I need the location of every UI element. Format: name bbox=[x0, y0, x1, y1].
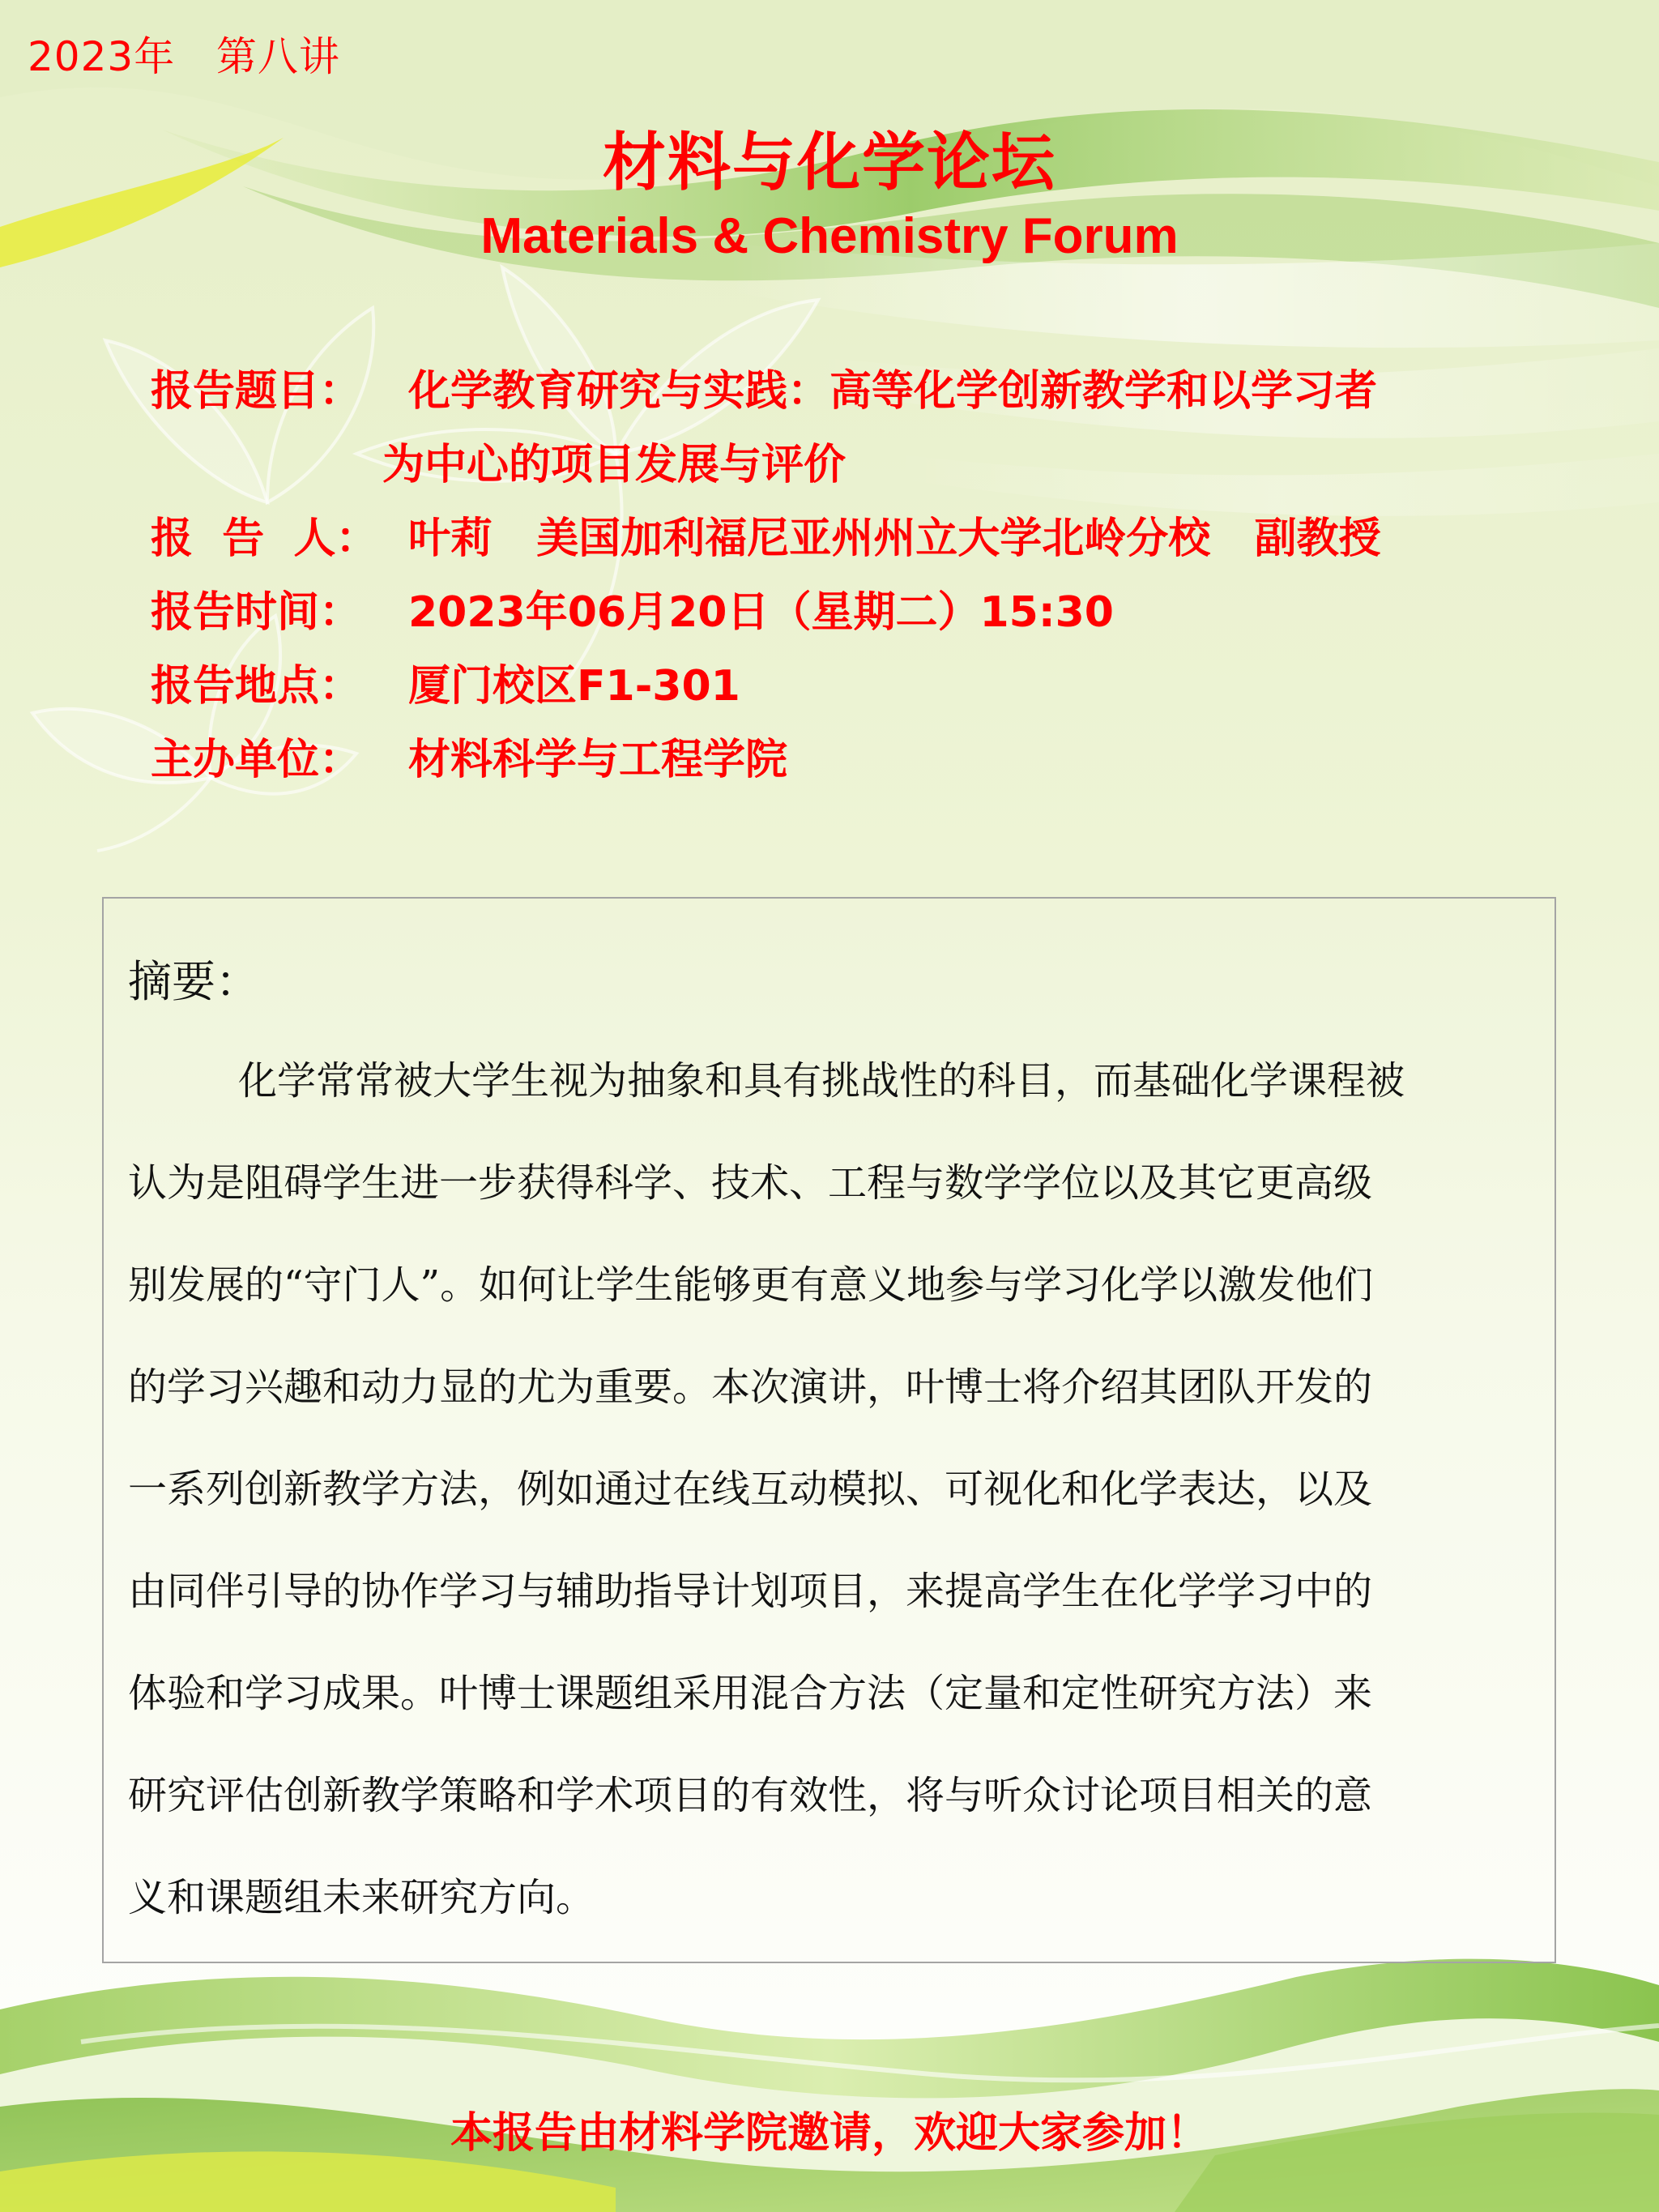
abstract-line: 认为是阻碍学生进一步获得科学、技术、工程与数学学位以及其它更高级 bbox=[128, 1160, 1373, 1206]
lecture-info bbox=[151, 355, 1528, 797]
info-row-venue bbox=[151, 650, 1528, 724]
abstract-line: 的学习兴趣和动力显的尤为重要。本次演讲，叶博士将介绍其团队开发的 bbox=[128, 1364, 1373, 1410]
abstract-line: 一系列创新教学方法，例如通过在线互动模拟、可视化和化学表达，以及 bbox=[128, 1467, 1373, 1512]
forum-title-cn: 材料与化学论坛 bbox=[602, 126, 1056, 199]
abstract-heading: 摘要： bbox=[128, 956, 259, 1007]
forum-title-en: Materials & Chemistry Forum bbox=[480, 208, 1179, 264]
lecture-number: 2023年 第八讲 bbox=[28, 33, 340, 80]
invitation-footer: 本报告由材料学院邀请，欢迎大家参加！ bbox=[450, 2109, 1209, 2158]
info-row-speaker bbox=[151, 502, 1528, 576]
topic-line-1: 化学教育研究与实践：高等化学创新教学和以学习者 bbox=[408, 367, 1378, 416]
abstract-line: 别发展的“守门人”。如何让学生能够更有意义地参与学习化学以激发他们 bbox=[128, 1262, 1374, 1308]
time-label: 报告时间： bbox=[151, 588, 362, 637]
abstract-text bbox=[128, 1057, 1554, 1975]
speaker-value: 叶莉 美国加利福尼亚州州立大学北岭分校 副教授 bbox=[408, 515, 1381, 563]
abstract-line: 义和课题组未来研究方向。 bbox=[128, 1875, 595, 1920]
time-value: 2023年06月20日（星期二）15:30 bbox=[408, 588, 1114, 637]
info-row-time bbox=[151, 576, 1528, 650]
venue-label: 报告地点： bbox=[151, 662, 362, 711]
abstract-line: 由同伴引导的协作学习与辅助指导计划项目，来提高学生在化学学习中的 bbox=[128, 1569, 1373, 1614]
host-label: 主办单位： bbox=[151, 736, 362, 784]
abstract-box bbox=[102, 897, 1556, 1963]
topic-value bbox=[382, 355, 1528, 502]
topic-line-2: 为中心的项目发展与评价 bbox=[382, 441, 847, 489]
info-row-topic bbox=[151, 355, 1528, 502]
host-value: 材料科学与工程学院 bbox=[408, 736, 788, 784]
venue-value: 厦门校区F1-301 bbox=[408, 662, 740, 711]
info-row-host bbox=[151, 724, 1528, 797]
topic-label: 报告题目： bbox=[151, 367, 362, 416]
speaker-label: 报 告 人： bbox=[151, 515, 378, 563]
abstract-line: 体验和学习成果。叶博士课题组采用混合方法（定量和定性研究方法）来 bbox=[128, 1671, 1373, 1716]
abstract-line: 化学常常被大学生视为抽象和具有挑战性的科目，而基础化学课程被 bbox=[238, 1058, 1405, 1104]
abstract-line: 研究评估创新教学策略和学术项目的有效性，将与听众讨论项目相关的意 bbox=[128, 1773, 1373, 1818]
